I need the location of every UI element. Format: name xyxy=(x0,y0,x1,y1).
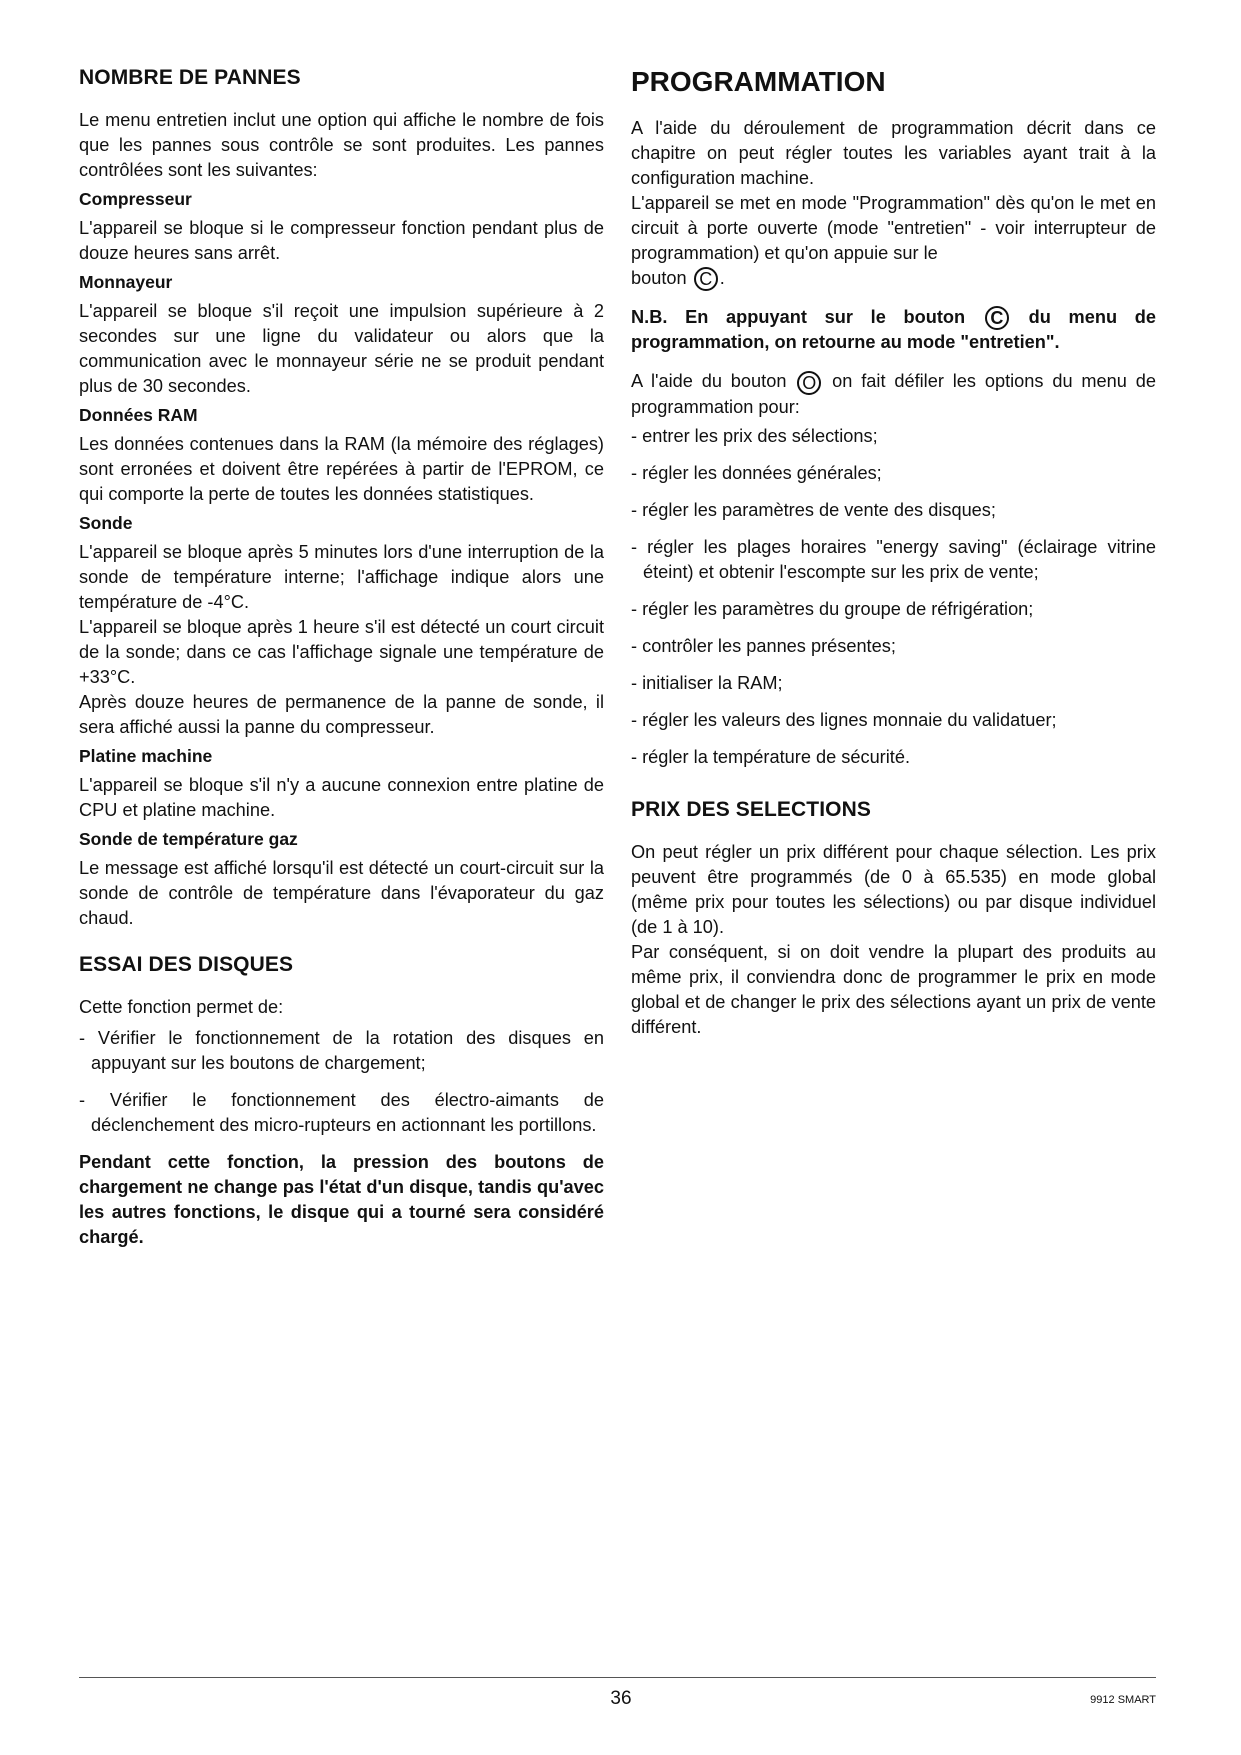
list-item: - régler les paramètres du groupe de réfrigération; xyxy=(631,598,1034,619)
text-compresseur: L'appareil se bloque si le compresseur fonction pendant plus de douze heures sans arrêt. xyxy=(79,218,604,263)
prog-scroll-start: A l'aide du bouton xyxy=(631,371,787,392)
prog-nb-start: N.B. En appuyant sur le bouton xyxy=(631,307,966,328)
heading-monnayeur: Monnayeur xyxy=(79,272,173,292)
list-item: - régler les données générales; xyxy=(631,462,882,483)
prog-p2-end xyxy=(631,266,1156,291)
text-sonde-1: L'appareil se bloque après 5 minutes lors d'une interruption de la sonde de température interne; l'affichage indique alors une température de -4°C. xyxy=(79,542,604,612)
list-item: - entrer les prix des sélections; xyxy=(631,425,878,446)
c-button-icon: C xyxy=(985,306,1009,330)
essai-intro: Cette fonction permet de: xyxy=(79,997,284,1017)
o-button-icon: O xyxy=(797,371,821,395)
essai-list xyxy=(79,1026,604,1138)
list-item: - contrôler les pannes présentes; xyxy=(631,635,896,656)
list-item: - régler les valeurs des lignes monnaie du validatuer; xyxy=(631,709,1057,730)
section-title-prix: PRIX DES SELECTIONS xyxy=(631,797,871,821)
list-item: - Vérifier le fonctionnement de la rotation des disques en appuyant sur les boutons de chargement; xyxy=(79,1028,604,1073)
list-item: - initialiser la RAM; xyxy=(631,672,783,693)
list-item: - Vérifier le fonctionnement des électro-aimants de déclenchement des micro-rupteurs en actionnant les portillons. xyxy=(79,1090,604,1135)
section-title-programmation: PROGRAMMATION xyxy=(631,66,886,97)
prog-list xyxy=(631,424,1156,770)
page-number: 36 xyxy=(610,1688,632,1709)
prog-p2: L'appareil se met en mode "Programmation" dès qu'on le met en circuit à porte ouverte (mode "entretien" - voir interrupteur de programmation) et qu'on appuie sur le xyxy=(631,193,1156,263)
prix-p2: Par conséquent, si on doit vendre la plupart des produits au même prix, il conviendra donc de programmer le prix en mode global et de changer le prix des sélections ayant un prix de vente différent. xyxy=(631,941,1156,1037)
text-platine: L'appareil se bloque s'il n'y a aucune connexion entre platine de CPU et platine machine. xyxy=(79,775,604,820)
heading-platine: Platine machine xyxy=(79,746,213,766)
essai-note: Pendant cette fonction, la pression des boutons de chargement ne change pas l'état d'un disque, tandis qu'avec les autres fonctions, le disque qui a tourné sera considéré chargé. xyxy=(79,1152,604,1247)
heading-compresseur: Compresseur xyxy=(79,189,192,209)
text-donnees-ram: Les données contenues dans la RAM (la mémoire des réglages) sont erronées et doivent être repérées à partir de l'EPROM, ce qui comporte la perte de toutes les données statistiques. xyxy=(79,434,604,504)
heading-sonde: Sonde xyxy=(79,513,133,533)
list-item: - régler la température de sécurité. xyxy=(631,746,911,767)
prog-scroll-end: on fait défiler les options du menu de programmation pour: xyxy=(631,371,1156,417)
prog-p2-tail: . xyxy=(719,268,725,288)
prog-nb xyxy=(631,305,1156,355)
prog-nb-end: du menu de programmation, on retourne au mode "entretien". xyxy=(631,307,1157,353)
section-title-pannes: NOMBRE DE PANNES xyxy=(79,66,301,89)
footer-divider xyxy=(79,1677,1156,1678)
text-sonde-3: Après douze heures de permanence de la panne de sonde, il sera affiché aussi la panne du compresseur. xyxy=(79,692,604,737)
prog-p2-end-text: bouton xyxy=(631,268,687,288)
text-sonde-gaz: Le message est affiché lorsqu'il est détecté un court-circuit sur la sonde de contrôle de température dans l'évaporateur du gaz chaud. xyxy=(79,858,604,928)
right-column xyxy=(631,66,1156,1046)
prog-p1: A l'aide du déroulement de programmation décrit dans ce chapitre on peut régler toutes les variables ayant trait à la configuration machine. xyxy=(631,118,1156,188)
prix-p1: On peut régler un prix différent pour chaque sélection. Les prix peuvent être programmés (de 0 à 65.535) en mode global (même prix pour toutes les sélections) ou par disque individuel (de 1 à 10). xyxy=(631,841,1156,937)
list-item: - régler les plages horaires "energy saving" (éclairage vitrine éteint) et obtenir l'escompte sur les prix de vente; xyxy=(631,536,1156,582)
prog-scroll xyxy=(631,369,1156,419)
heading-sonde-gaz: Sonde de température gaz xyxy=(79,829,298,849)
pannes-intro: Le menu entretien inclut une option qui affiche le nombre de fois que les pannes sous contrôle se sont produites. Les pannes contrôlées sont les suivantes: xyxy=(79,110,604,180)
text-sonde-2: L'appareil se bloque après 1 heure s'il est détecté un court circuit de la sonde; dans ce cas l'affichage signale une température de +33°C. xyxy=(79,617,604,687)
text-monnayeur: L'appareil se bloque s'il reçoit une impulsion supérieure à 2 secondes sur une ligne du validateur ou alors que la communication avec le monnayeur série ne se produit pendant plus de 30 secondes. xyxy=(79,301,604,396)
left-column xyxy=(79,66,604,1256)
doc-code: 9912 SMART xyxy=(1090,1694,1156,1706)
heading-donnees-ram: Données RAM xyxy=(79,405,198,425)
list-item: - régler les paramètres de vente des disques; xyxy=(631,499,996,520)
c-button-icon: C xyxy=(694,267,718,291)
section-title-essai: ESSAI DES DISQUES xyxy=(79,953,294,976)
